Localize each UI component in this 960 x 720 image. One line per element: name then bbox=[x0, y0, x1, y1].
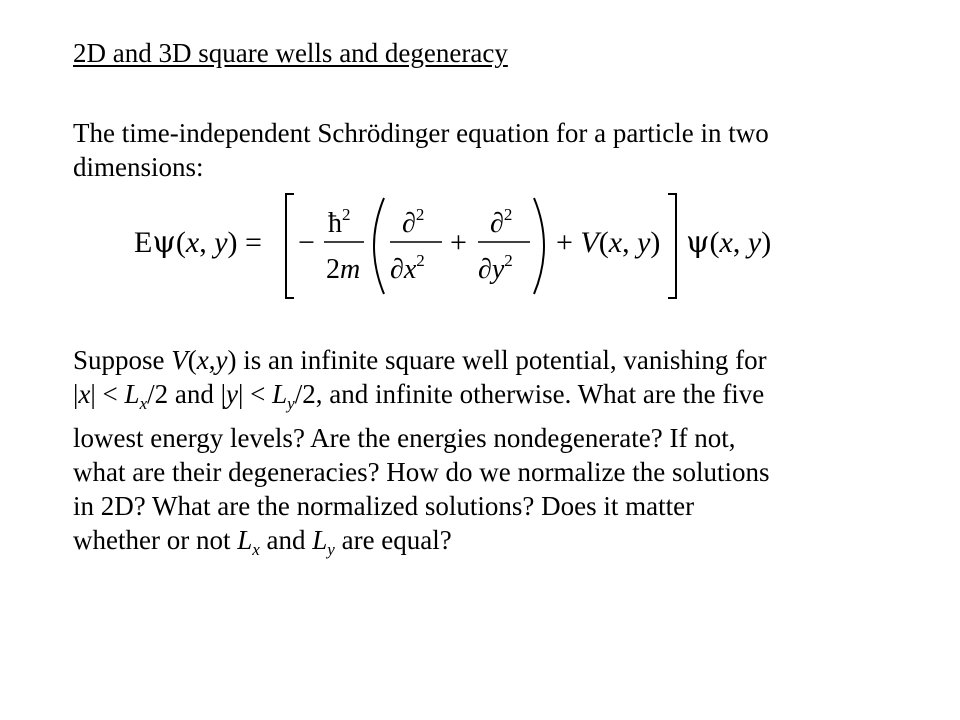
question-line-1: Suppose V(x,y) is an infinite square well potential, vanishing for bbox=[73, 345, 767, 375]
schrodinger-equation bbox=[128, 188, 788, 304]
svg-text:∂2: ∂$^2$ bbox=[490, 205, 513, 239]
intro-text: The time-independent Schrödinger equation for a particle in two dimensions: bbox=[73, 118, 769, 182]
question-line-5: in 2D? What are the normalized solutions? Does it matter bbox=[73, 491, 695, 521]
svg-text:ψ(x, y): ψ(x, y) bbox=[686, 225, 772, 260]
svg-text:∂2: ∂$^2$ bbox=[402, 205, 425, 239]
svg-text:∂y2: $\partial y^2$ bbox=[478, 251, 513, 285]
question-line-6: whether or not $L_x$ and $L_y$ are equal? bbox=[73, 525, 452, 559]
question-paragraph bbox=[73, 343, 933, 567]
svg-text:∂x2: $\partial x^2$ bbox=[390, 251, 425, 285]
svg-text:+ V(x, y): + V(x, y) bbox=[556, 226, 661, 259]
question-line-4: what are their degeneracies? How do we normalize the solutions bbox=[73, 457, 770, 487]
svg-text:+: + bbox=[450, 226, 467, 259]
svg-text:−: − bbox=[298, 226, 315, 259]
question-line-2: $|x| < L_x/2$ and $|y| < L_y/2$, and infinite otherwise. What are the five bbox=[73, 379, 765, 413]
svg-text:Eψ(x, y) =: Eψ(x, y) = bbox=[134, 225, 262, 260]
svg-text:ħ2: $ħ^2$ bbox=[328, 205, 351, 239]
slide-title: 2D and 3D square wells and degeneracy bbox=[73, 38, 508, 68]
question-line-3: lowest energy levels? Are the energies nondegenerate? If not, bbox=[73, 423, 736, 453]
svg-text:2m: 2m bbox=[326, 254, 361, 285]
